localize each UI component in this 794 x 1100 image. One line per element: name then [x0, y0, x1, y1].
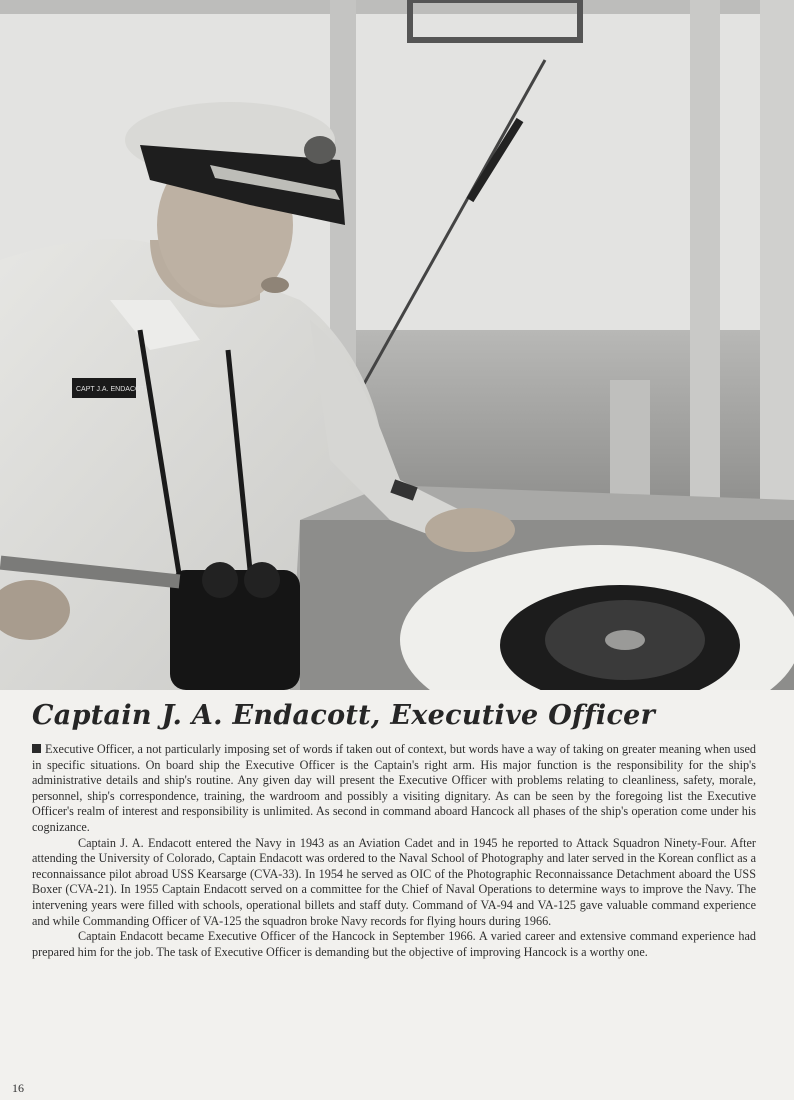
- page-number: 16: [12, 1081, 24, 1095]
- paragraph-executive-officer: Captain Endacott became Executive Officer of the Hancock in September 1966. A varied career and extensive command experience had prepared him for the job. The task of Executive Officer is demanding but the objective of improving Hancock is a worthy one.: [32, 929, 756, 959]
- bullet-square-icon: [32, 744, 41, 753]
- article-title: Captain J. A. Endacott, Executive Officer: [32, 700, 656, 731]
- article-body: [32, 742, 756, 960]
- paragraph-career: Captain J. A. Endacott entered the Navy in 1943 as an Aviation Cadet and in 1945 he reported to Attack Squadron Ninety-Four. After attending the University of Colorado, Captain Endacott was ordered to the Naval School of Photography and later served in the Korean conflict as a reconnaissance pilot abroad USS Kearsarge (CVA-33). In 1954 he served as OIC of the Photographic Reconnaissance Detachment aboard the USS Boxer (CVA-21). In 1955 Captain Endacott served on a committee for the Chief of Naval Operations to determine ways to improve the Navy. The intervening years were filled with schools, operational billets and staff duty. Command of VA-94 and VA-125 gave valuable command experience and while Commanding Officer of VA-125 the squadron broke Navy records for flying hours during 1966.: [32, 835, 756, 928]
- paragraph-intro-text: Executive Officer, a not particularly imposing set of words if taken out of context, but words have a way of taking on greater meaning when used in specific situations. On board ship the Executive Officer is the Captain's right arm. His major function is the responsibility for the ship's administrative details and ship's routine. Any given day will present the Executive Officer with problems relating to cleanliness, safety, morale, personnel, ship's correspondence, training, the wardroom and possibly a visiting dignitary. As can be seen by the foregoing list the Executive Officer's realm of interest and responsibility is unlimited. As second in command aboard Hancock all phases of the ship's operation come under his cognizance.: [32, 742, 756, 834]
- name-tag-text: CAPT J.A. ENDACOTT: [76, 386, 149, 393]
- paragraph-intro: [32, 742, 756, 836]
